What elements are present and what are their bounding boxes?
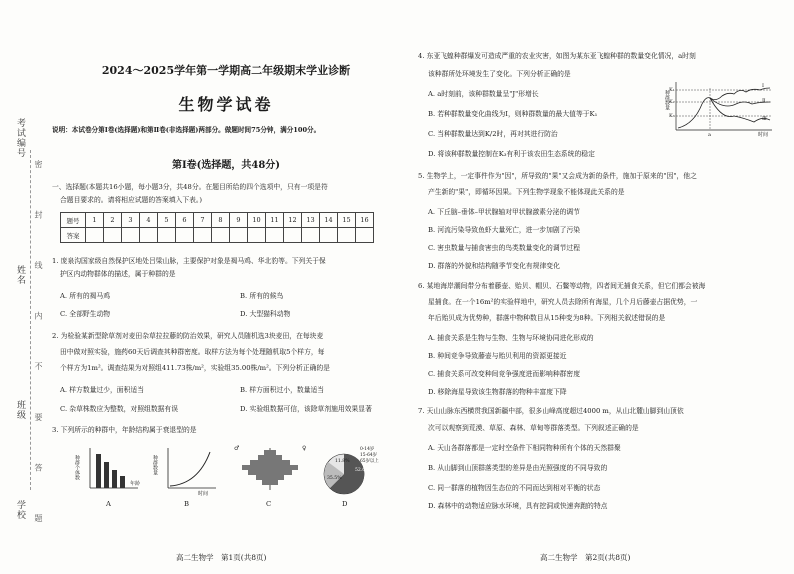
q4-figure (664, 80, 776, 136)
q3d-v3: 35.5% (327, 476, 342, 481)
q2-option-c: C. 杂草株数应为整数，对照组数据有误 (60, 405, 179, 413)
binding-strip (0, 0, 48, 574)
q4-option-d: D. 将该种群数量控制在K₃有利于该农田生态系统的稳定 (428, 150, 595, 158)
q3d-legend-1: 0-14岁 (360, 447, 375, 452)
answer-table-number: 8 (212, 213, 230, 228)
answer-cell[interactable] (302, 228, 320, 243)
q3d-legend-3: 65岁以上 (360, 459, 379, 464)
answer-cell[interactable] (248, 228, 266, 243)
q3b-xlabel: 时间 (198, 491, 209, 497)
q4-stem-2: 该种群所处环境发生了变化。下列分析正确的是 (428, 70, 571, 78)
q4-option-b: B. 若种群数量变化曲线为Ⅰ，则种群数量的最大值等于K₁ (428, 110, 598, 118)
answer-table-number: 12 (284, 213, 302, 228)
answer-table-number: 3 (122, 213, 140, 228)
q6-option-b: B. 种间竞争导致藤壶与贻贝利用的资源更接近 (428, 352, 567, 360)
q7-option-c: C. 同一群落的植物因生态位的不同而达到相对平衡的状态 (428, 484, 601, 492)
q3b-ylabel: 种群数量 (152, 455, 158, 475)
q4-fig-k1: K₁ (669, 87, 675, 93)
q3-figure-c (228, 444, 312, 494)
q3-figure-b (160, 444, 220, 494)
section-title: 第Ⅰ卷(选择题，共48分) (171, 160, 281, 171)
q1-stem-1: 1. 庞泉沟国家级自然保护区地处吕梁山脉，主要保护对象是褐马鸡、华北豹等。下列关于保 (52, 257, 326, 265)
q1-option-c: C. 全部野生动物 (60, 310, 111, 318)
answer-table-header: 题号 (61, 213, 86, 228)
q6-stem-1: 6. 某地海岸潮间带分布着藤壶、贻贝、帽贝、石鳖等动物，四者间无捕食关系，但它们都会被海 (418, 282, 706, 290)
q3a-bar-1 (96, 454, 101, 488)
q3d-v2: 52.6% (355, 468, 370, 473)
q3-label-a: A (106, 500, 111, 508)
q6-option-c: C. 捕食关系可改变种间竞争强度进而影响种群密度 (428, 370, 581, 378)
q3a-bar-4 (120, 476, 125, 488)
q4-fig-a: a (708, 132, 711, 138)
answer-cell[interactable] (230, 228, 248, 243)
q4-option-c: C. 当种群数量达到K/2时，再对其进行防治 (428, 130, 558, 138)
q1-option-a: A. 所有的褐马鸡 (60, 292, 111, 300)
q4-fig-I: Ⅰ (762, 83, 764, 89)
q7-option-a: A. 天山各群落都是一定时空条件下相同物种所有个体的天然群聚 (428, 444, 621, 452)
answer-table-number: 15 (338, 213, 356, 228)
q5-stem-2: 产生新的"果"，即循环因果。下列生物学现象不能体现此关系的是 (428, 188, 625, 196)
q4-fig-time: 时间 (758, 132, 769, 138)
q3d-v1: 11.8% (335, 459, 350, 464)
answer-cell[interactable] (284, 228, 302, 243)
q4-fig-k3: K₃ (669, 113, 675, 119)
q6-option-a: A. 捕食关系是生物与生物、生物与环境协同进化形成的 (428, 334, 594, 342)
school-label: 学校 (15, 500, 25, 520)
q4-stem-1: 4. 东亚飞蝗种群爆发可造成严重的农业灾害，如图为某东亚飞蝗种群的数量变化情况，a时刻 (418, 52, 696, 60)
q6-stem-2: 星捕食。在一个16m²的实验样地中，研究人员去除所有海星，几个月后藤壶占据优势，一 (428, 298, 698, 306)
q3a-bar-3 (112, 470, 117, 488)
answer-table-answer-label: 答案 (61, 228, 86, 243)
answer-cell[interactable] (338, 228, 356, 243)
answer-table-number: 16 (356, 213, 374, 228)
q3c-male: ♂ (234, 445, 240, 452)
q5-option-d: D. 群落的外貌和结构随季节变化有规律变化 (428, 262, 560, 270)
footer-left: 高二生物学 第1页(共8页) (176, 553, 267, 562)
answer-cell[interactable] (194, 228, 212, 243)
q5-option-b: B. 河流污染导致鱼虾大量死亡，进一步加剧了污染 (428, 226, 581, 234)
seal-line (30, 150, 31, 490)
q3-label-d: D (342, 500, 348, 508)
q3c-female: ♀ (302, 445, 307, 452)
q4-fig-ylabel: 种群数量 (664, 90, 670, 110)
left-column (52, 0, 400, 574)
answer-table-number: 14 (320, 213, 338, 228)
q1-option-d: D. 大型猫科动物 (240, 310, 291, 318)
q1-stem-2: 护区内动物群体的描述，属于种群的是 (60, 270, 176, 278)
right-column (418, 0, 780, 574)
answer-cell[interactable] (104, 228, 122, 243)
answer-table-number: 6 (176, 213, 194, 228)
q3b-curve (170, 452, 210, 486)
q1-option-b: B. 所有的候鸟 (240, 292, 284, 300)
answer-cell[interactable] (320, 228, 338, 243)
answer-cell[interactable] (176, 228, 194, 243)
answer-cell[interactable] (122, 228, 140, 243)
q2-stem-1: 2. 为检验某新型除草剂对麦田杂草拉拉藤的防治效果，研究人员随机选3块麦田，在每块麦 (52, 332, 324, 340)
q4-curve-1 (678, 88, 770, 128)
answer-table-number: 2 (104, 213, 122, 228)
q3a-bar-2 (104, 462, 109, 488)
answer-table-number: 9 (230, 213, 248, 228)
q7-stem-1: 7. 天山山脉东西横贯我国新疆中部，很多山峰高度超过4000 m，从山北麓山脚到山顶依 (418, 407, 684, 415)
answer-cell[interactable] (140, 228, 158, 243)
q3d-legend-2: 15-64岁 (360, 453, 378, 458)
q2-stem-2: 田中做对照实验，施药60天后调查其种群密度。取样方法为每个处理随机取5个样方，每 (60, 348, 325, 356)
q5-option-a: A. 下丘脑–垂体–甲状腺轴对甲状腺激素分泌的调节 (428, 208, 580, 216)
answer-table-number: 13 (302, 213, 320, 228)
answer-table-number: 1 (86, 213, 104, 228)
class-label: 班级 (15, 400, 25, 420)
answer-table-number: 7 (194, 213, 212, 228)
exam-term: 2024～2025学年第一学期高二年级期末学业诊断 (101, 64, 351, 77)
q3a-ylabel: 种群个体数 (74, 455, 80, 480)
answer-table-number: 5 (158, 213, 176, 228)
exam-no-label: 考试编号 (15, 118, 25, 158)
answer-cell[interactable] (212, 228, 230, 243)
answer-cell[interactable] (356, 228, 374, 243)
q4-option-a: A. a时刻前，该种群数量呈"J"形增长 (428, 90, 539, 98)
q3-label-c: C (266, 500, 272, 508)
q2-option-d: D. 实验组数据可信，该除草剂施用效果显著 (240, 405, 372, 413)
q4-fig-II: Ⅱ (762, 98, 766, 104)
q4-fig-III: Ⅲ (762, 116, 767, 122)
q2-option-b: B. 样方面积过小，数量适当 (240, 386, 325, 394)
section-intro-2: 合题目要求的。请将相应试题的答案填入下表。) (60, 196, 202, 204)
footer-right: 高二生物学 第2页(共8页) (540, 553, 631, 562)
q5-stem-1: 5. 生物学上，一定事件作为"因"，所导致的"果"又会成为新的条件，施加于原来的"因"，他之 (418, 172, 697, 180)
answer-cell[interactable] (266, 228, 284, 243)
exam-title: 生物学试卷 (178, 95, 274, 114)
instructions: 说明：本试卷分第Ⅰ卷(选择题)和第Ⅱ卷(非选择题)两部分。做题时间75分钟，满分100分。 (52, 126, 321, 134)
q7-option-d: D. 森林中的动物适应脉水环境，具有挖洞或快速奔跑的特点 (428, 502, 608, 510)
q6-option-d: D. 移除海星导致该生物群落的物种丰富度下降 (428, 388, 567, 396)
q3a-xlabel: 年龄 (130, 481, 141, 487)
answer-table-number: 10 (248, 213, 266, 228)
q7-option-b: B. 从山脚到山顶群落类型的差异是由光照强度的不同导致的 (428, 464, 608, 472)
answer-cell[interactable] (86, 228, 104, 243)
answer-table-number: 4 (140, 213, 158, 228)
q5-option-c: C. 害虫数量与捕食害虫的鸟类数量变化的调节过程 (428, 244, 581, 252)
name-label: 姓名 (15, 265, 25, 285)
q7-stem-2: 次可以观察到荒漠、草原、森林、草甸等群落类型。下列叙述正确的是 (428, 424, 639, 432)
q2-stem-3: 个样方为1m²。调查结果为对照组411.73株/m²，实验组35.00株/m²。下列分析正确的是 (60, 364, 330, 372)
q3-label-b: B (184, 500, 189, 508)
q6-stem-3: 年后贻贝成为优势种，群落中物种数目从15种变为8种。下列相关叙述错误的是 (428, 314, 666, 322)
answer-table (60, 212, 374, 243)
answer-cell[interactable] (158, 228, 176, 243)
seal-text: 密 封 线 内 不 要 答 题 (34, 160, 43, 542)
q4-fig-k2: K₂ (669, 99, 675, 105)
section-intro-1: 一、选择题(本题共16小题，每小题3分，共48分。在题目所给的四个选项中，只有一项是符 (52, 183, 328, 191)
q4-curve-3 (710, 98, 770, 122)
q2-option-a: A. 样方数量过少，面积适当 (60, 386, 144, 394)
answer-table-number: 11 (266, 213, 284, 228)
q3-stem: 3. 下列所示的种群中，年龄结构属于衰退型的是 (52, 426, 197, 434)
